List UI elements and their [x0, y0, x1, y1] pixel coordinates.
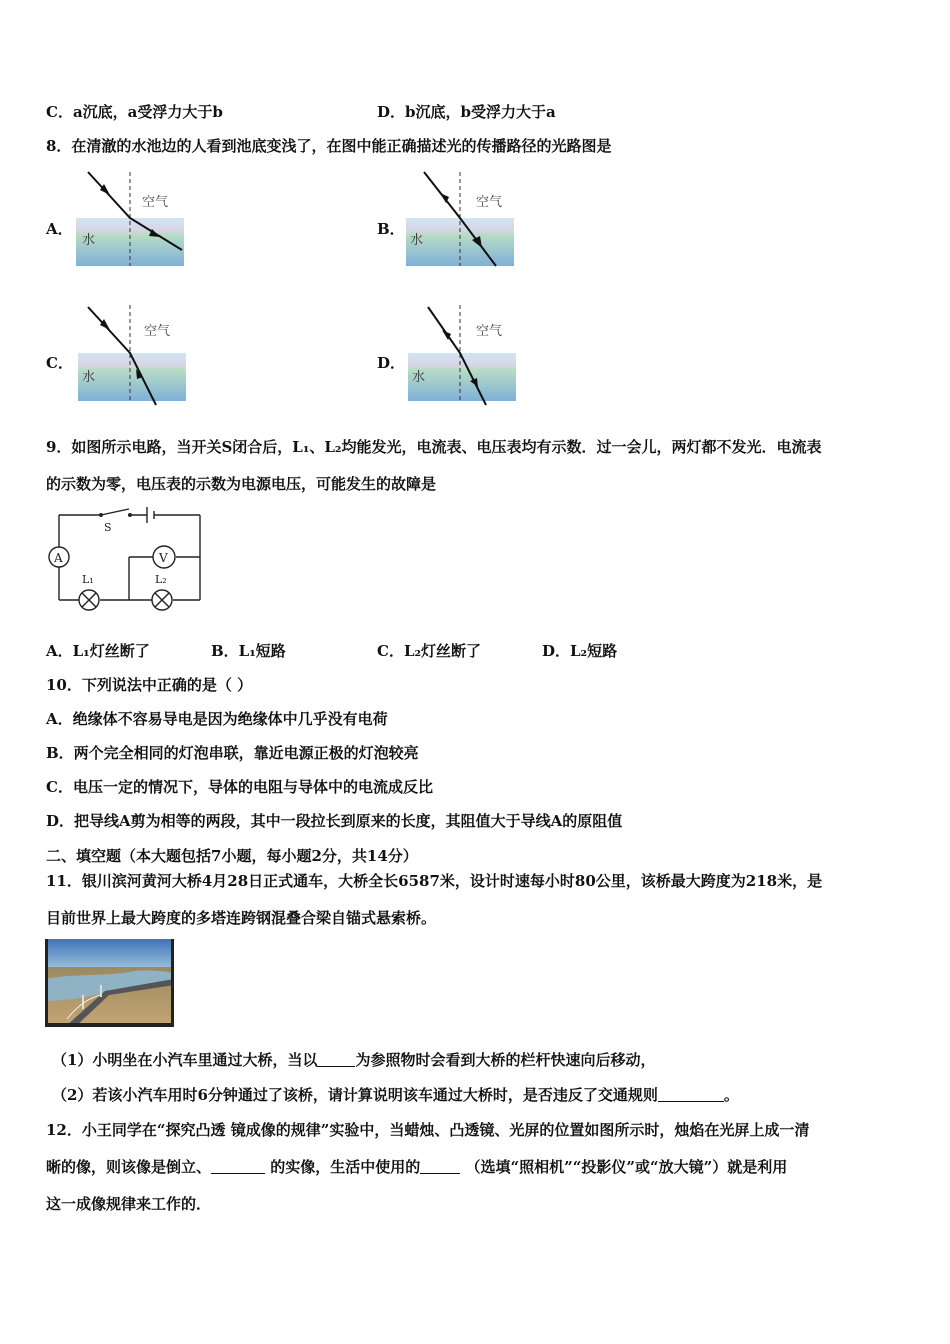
q9-circuit-diagram — [44, 505, 209, 615]
q9-stem-line1: 9．如图所示电路，当开关S闭合后，L₁、L₂均能发光，电流表、电压表均有示数．过一会儿，两灯都不发光．电流表 — [46, 438, 822, 456]
voltmeter-label: V — [159, 551, 168, 565]
q8-diagram-c — [76, 303, 186, 407]
q9-option-b: B．L₁短路 — [211, 642, 286, 660]
q10-option-c: C．电压一定的情况下，导体的电阻与导体中的电流成反比 — [46, 778, 433, 796]
q11-blank-1[interactable] — [317, 1052, 355, 1067]
air-label: 空气 — [144, 324, 171, 339]
q12-blank-2[interactable] — [420, 1159, 460, 1174]
ammeter-label: A — [54, 551, 63, 565]
q9-option-d: D．L₂短路 — [542, 642, 618, 660]
q10-option-a: A．绝缘体不容易导电是因为绝缘体中几乎没有电荷 — [46, 710, 388, 728]
q7-option-c: C．a沉底，a受浮力大于b — [46, 103, 223, 121]
water-label: 水 — [82, 370, 96, 385]
air-label: 空气 — [142, 195, 169, 210]
q11-stem-line2: 目前世界上最大跨度的多塔连跨钢混叠合梁自锚式悬索桥。 — [46, 909, 437, 927]
q8-label-c: C． — [46, 354, 73, 372]
q8-stem: 8．在清澈的水池边的人看到池底变浅了，在图中能正确描述光的传播路径的光路图是 — [46, 137, 612, 155]
q11-part1: （1）小明坐在小汽车里通过大桥，当以 为参照物时会看到大桥的栏杆快速向后移动， — [52, 1051, 656, 1069]
lamp1-label: L₁ — [82, 573, 94, 586]
q11-part2: （2）若该小汽车用时6分钟通过了该桥，请计算说明该车通过大桥时，是否违反了交通规则 。 — [52, 1086, 739, 1104]
bridge-photo — [45, 939, 174, 1027]
switch-label: S — [104, 521, 112, 534]
q11-stem-line1: 11．银川滨河黄河大桥4月28日正式通车，大桥全长6587米，设计时速每小时80公里，该桥最大跨度为218米，是 — [46, 872, 823, 890]
q10-stem: 10．下列说法中正确的是（ ） — [46, 676, 253, 694]
q12-line3: 这一成像规律来工作的． — [46, 1195, 212, 1213]
q8-diagram-a — [76, 170, 186, 270]
q8-diagram-d — [406, 303, 516, 407]
water-label: 水 — [82, 233, 96, 248]
q9-option-a: A．L₁灯丝断了 — [46, 642, 150, 660]
q8-diagram-b — [406, 170, 516, 270]
q12-blank-1[interactable] — [211, 1159, 265, 1174]
water-label: 水 — [412, 370, 426, 385]
q11-blank-2[interactable] — [658, 1087, 724, 1102]
q8-label-a: A． — [46, 220, 73, 238]
air-label: 空气 — [476, 324, 503, 339]
section2-heading: 二、填空题（本大题包括7小题，每小题2分，共14分） — [46, 847, 418, 865]
water-label: 水 — [410, 233, 424, 248]
q8-label-d: D． — [377, 354, 406, 372]
q12-line1: 12．小王同学在“探究凸透 镜成像的规律”实验中，当蜡烛、凸透镜、光屏的位置如图所示时，烛焰在光屏上成一清 — [46, 1121, 810, 1139]
q12-line2: 晰的像，则该像是倒立、 的实像，生活中使用的 （选填“照相机”“投影仪”或“放大镜”）就是利用 — [46, 1158, 788, 1176]
lamp2-label: L₂ — [155, 573, 167, 586]
q10-option-d: D．把导线A剪为相等的两段，其中一段拉长到原来的长度，其阻值大于导线A的原阻值 — [46, 812, 623, 830]
q10-option-b: B．两个完全相同的灯泡串联，靠近电源正极的灯泡较亮 — [46, 744, 419, 762]
q9-option-c: C．L₂灯丝断了 — [377, 642, 482, 660]
q7-option-d: D．b沉底，b受浮力大于a — [377, 103, 556, 121]
q8-label-b: B． — [377, 220, 405, 238]
q9-stem-line2: 的示数为零，电压表的示数为电源电压，可能发生的故障是 — [46, 475, 437, 493]
air-label: 空气 — [476, 195, 503, 210]
